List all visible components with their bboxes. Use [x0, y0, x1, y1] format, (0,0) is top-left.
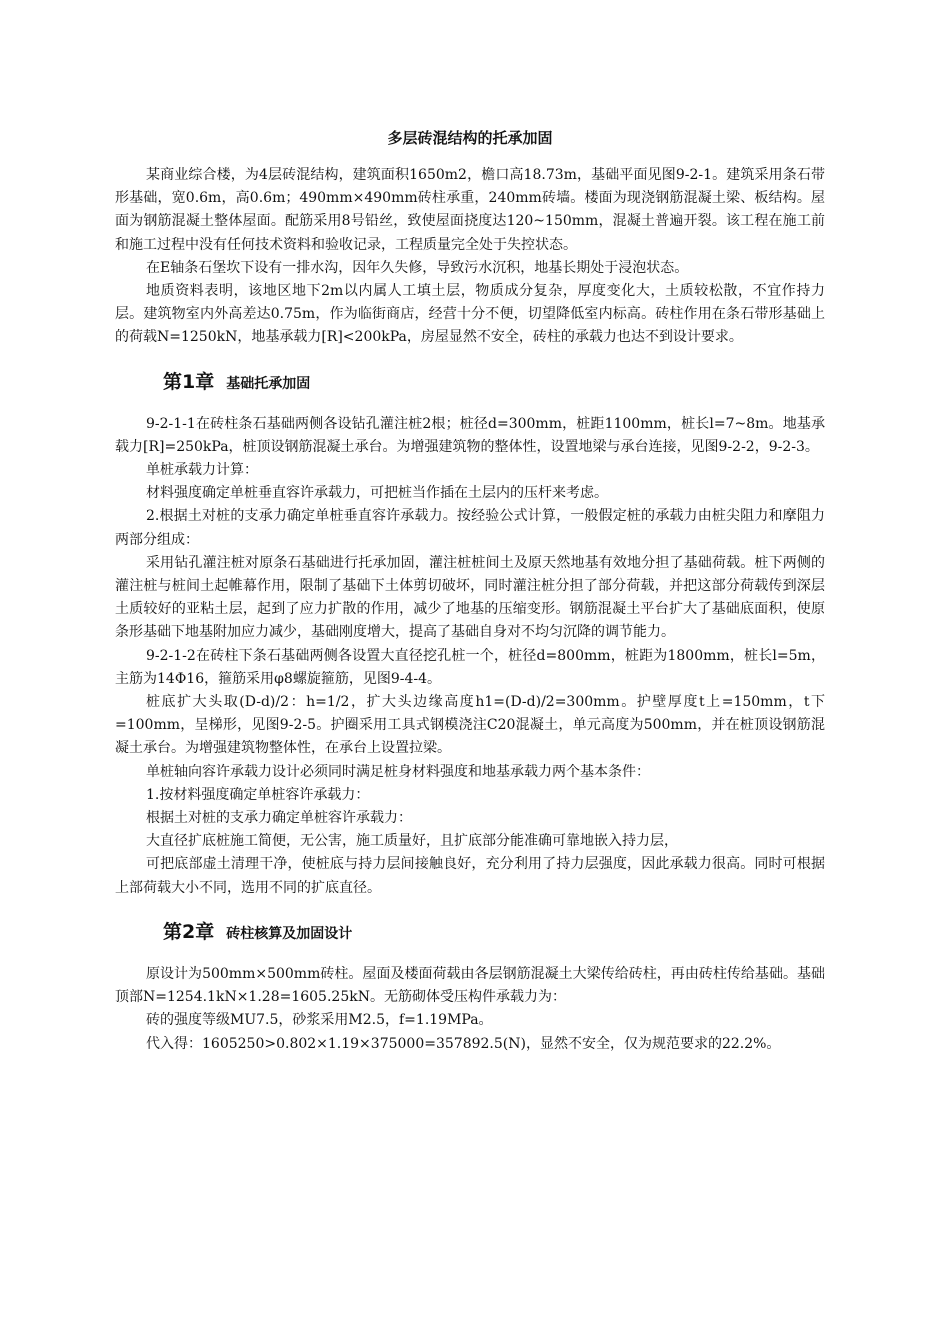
chapter-title: 基础托承加固	[226, 375, 311, 392]
paragraph: 9-2-1-1在砖柱条石基础两侧各设钻孔灌注桩2根；桩径d=300mm，桩距1100mm，桩长l=7~8m。地基承载力[R]=250kPa，桩顶设钢筋混凝土承台。为增强建筑物的整体性，设置地梁与承台连接，见图9-2-2，9-2-3。	[115, 415, 825, 455]
chapter-number: 第1章	[163, 370, 215, 393]
intro-section	[115, 164, 825, 350]
paragraph: 原设计为500mm×500mm砖柱。屋面及楼面荷载由各层钢筋混凝土大梁传给砖柱，再由砖柱传给基础。基础顶部N=1254.1kN×1.28=1605.25kN。无筋砌体受压构件承载力为：	[115, 965, 825, 1006]
chapter-heading-1	[163, 369, 825, 397]
paragraph: 代入得：1605250>0.802×1.19×375000=357892.5(N)，显然不安全，仅为规范要求的22.2%。	[146, 1035, 781, 1052]
paragraph: 单桩承载力计算：	[146, 462, 258, 479]
paragraph: 采用钻孔灌注桩对原条石基础进行托承加固，灌注桩桩间土及原天然地基有效地分担了基础荷载。桩下两侧的灌注桩与桩间土起帷幕作用，限制了基础下土体剪切破坏，同时灌注桩分担了部分荷载，并把这部分荷载传到深层土质较好的亚粘土层，起到了应力扩散的作用，减少了地基的压缩变形。钢筋混凝土平台扩大了基础底面积，使原条形基础下地基附加应力减少，基础刚度增大，提高了基础自身对不均匀沉降的调节能力。	[115, 554, 825, 641]
chapter-title: 砖柱核算及加固设计	[226, 925, 353, 942]
paragraph: 根据土对桩的支承力确定单桩容许承载力：	[146, 810, 412, 827]
paragraph: 地质资料表明，该地区地下2m以内属人工填土层，物质成分复杂，厚度变化大，土质较松散，不宜作持力层。建筑物室内外高差达0.75m，作为临街商店，经营十分不便，切望降低室内标高。砖柱作用在条石带形基础上的荷载N=1250kN，地基承载力[R]<200kPa，房屋显然不安全，砖柱的承载力也达不到设计要求。	[115, 283, 825, 346]
paragraph: 1.按材料强度确定单桩容许承载力：	[146, 786, 370, 803]
paragraph: 材料强度确定单桩垂直容许承载力，可把桩当作插在土层内的压杆来考虑。	[146, 485, 608, 502]
chapter-2-section	[115, 963, 825, 1056]
paragraph: 单桩轴向容许承载力设计必须同时满足桩身材料强度和地基承载力两个基本条件：	[146, 763, 650, 780]
document-body	[115, 127, 825, 1056]
chapter-number: 第2章	[163, 920, 215, 943]
document-title: 多层砖混结构的托承加固	[387, 129, 553, 147]
paragraph: 2.根据土对桩的支承力确定单桩垂直容许承载力。按经验公式计算，一般假定桩的承载力由桩尖阻力和摩阻力两部分组成：	[115, 508, 825, 548]
paragraph: 在E轴条石堡坎下设有一排水沟，因年久失修，导致污水沉积，地基长期处于浸泡状态。	[146, 259, 689, 276]
paragraph: 砖的强度等级MU7.5，砂浆采用M2.5，f=1.19MPa。	[146, 1012, 493, 1029]
paragraph: 大直径扩底桩施工简便，无公害，施工质量好，且扩底部分能准确可靠地嵌入持力层，	[146, 833, 678, 850]
paragraph: 桩底扩大头取(D-d)/2：h=1/2，扩大头边缘高度h1=(D-d)/2=300mm。护壁厚度t上=150mm，t下=100mm，呈梯形，见图9-2-5。护圈采用工具式钢模浇注C20混凝土，单元高度为500mm，并在桩顶设钢筋混凝土承台。为增强建筑物整体性，在承台上设置拉梁。	[115, 694, 825, 757]
chapter-heading-2	[163, 919, 825, 947]
paragraph: 9-2-1-2在砖柱下条石基础两侧各设置大直径挖孔桩一个，桩径d=800mm，桩距为1800mm，桩长l=5m，主筋为14Φ16，箍筋采用φ8螺旋箍筋，见图9-4-4。	[115, 647, 825, 687]
chapter-1-section	[115, 413, 825, 900]
paragraph: 某商业综合楼，为4层砖混结构，建筑面积1650m2，檐口高18.73m，基础平面见图9-2-1。建筑采用条石带形基础，宽0.6m，高0.6m；490mm×490mm砖柱承重，240mm砖墙。楼面为现浇钢筋混凝土梁、板结构。屋面为钢筋混凝土整体屋面。配筋采用8号铅丝，致使屋面挠度达120~150mm，混凝土普遍开裂。该工程在施工前和施工过程中没有任何技术资料和验收记录，工程质量完全处于失控状态。	[115, 167, 825, 253]
paragraph: 可把底部虚土清理干净，使桩底与持力层间接触良好，充分利用了持力层强度，因此承载力很高。同时可根据上部荷载大小不同，选用不同的扩底直径。	[115, 856, 825, 896]
